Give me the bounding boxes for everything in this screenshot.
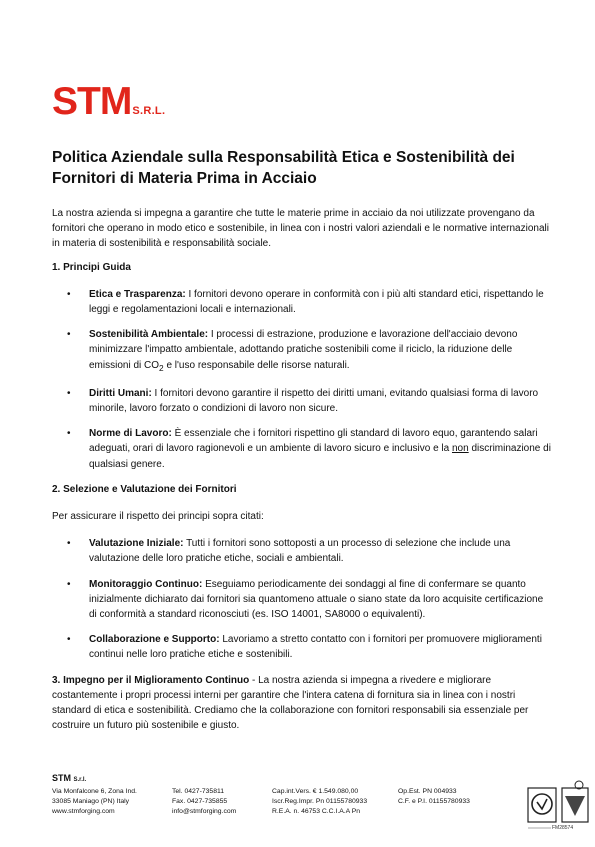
list-item-label: Collaborazione e Supporto: <box>89 634 220 646</box>
list-item <box>52 536 552 566</box>
section-heading-guiding-principles: 1. Principi Guida <box>52 261 131 273</box>
phone-number: Tel. 0427-735811 <box>172 788 225 795</box>
continuous-improvement-paragraph <box>52 673 552 734</box>
list-item-text: Tutti i fornitori sono sottoposti a un processo di selezione che include una valutazione delle loro pratiche etiche, sociali e ambientali. <box>89 538 511 565</box>
list-item-label: Valutazione Iniziale: <box>89 538 184 550</box>
tax-line: C.F. e P.I. 01155780933 <box>398 798 470 805</box>
list-item-text: I fornitori devono operare in conformità con i più alti standard etici, rispettando le leggi e regolamentazioni locali e internazionali. <box>89 288 544 316</box>
address-line: Via Monfalcone 6, Zona Ind. <box>52 788 137 795</box>
list-item-text: I processi di estrazione, produzione e lavorazione dell'acciaio devono minimizzare l'impatto ambientale, adottando pratiche sostenibili come il riciclo, la riduzione delle emissioni di CO <box>89 329 518 371</box>
fax-number: Fax. 0427-735855 <box>172 798 228 805</box>
section-text: - La nostra azienda si impegna a rivedere e migliorare costantemente i propri processi interni per garantire che l'intera catena di fornitura sia in linea con i nostri standard di etica e sostenibilità. Crediamo che la collaborazione con fornitori responsabili sia essenziale per costruire un futuro più sostenibile e giusto. <box>52 674 529 732</box>
list-item-label: Norme di Lavoro: <box>89 428 172 440</box>
logo-main-text: STM <box>52 80 132 123</box>
company-logo <box>52 82 165 121</box>
intro-paragraph: La nostra azienda si impegna a garantire che tutte le materie prime in acciaio da noi utilizzate provengano da fornitori che operano in modo etico e sostenibile, in linea con i nostri valori aziendali e le normative internazionali in materia di sostenibilità e responsabilità sociale. <box>52 208 549 250</box>
list-item-text: I fornitori devono garantire il rispetto dei diritti umani, evitando qualsiasi forma di lavoro minorile, lavoro forzato o condizioni di lavoro non sicure. <box>89 387 539 415</box>
bullet-icon: • <box>67 329 71 341</box>
list-item-text: discriminazione di qualsiasi genere. <box>89 443 551 470</box>
supplier-selection-list <box>52 536 552 662</box>
bullet-icon: • <box>67 288 71 300</box>
website-link[interactable]: www.stmforging.com <box>52 808 115 815</box>
footer-registry <box>272 787 367 817</box>
list-item-label: Etica e Trasparenza: <box>89 288 186 300</box>
section-heading-continuous-improvement: 3. Impegno per il Miglioramento Continuo <box>52 674 250 686</box>
list-item-text: È essenziale che i fornitori rispettino gli standard di lavoro equo, garantendo salari adeguati, orari di lavoro ragionevoli e un ambiente di lavoro sicuro e inclusivo e la <box>89 428 538 455</box>
company-suffix: S.r.l. <box>73 777 87 783</box>
tax-line: Op.Est. PN 004933 <box>398 788 457 795</box>
footer-tax-info <box>398 787 470 807</box>
certificate-code: FM28574 <box>552 825 574 831</box>
underlined-word: non <box>451 443 469 455</box>
bullet-icon: • <box>67 538 71 550</box>
list-item-label: Monitoraggio Continuo: <box>89 578 203 590</box>
company-name: STM <box>52 773 71 783</box>
guiding-principles-list <box>52 287 552 472</box>
registry-line: R.E.A. n. 46753 C.C.I.A.A Pn <box>272 808 361 815</box>
list-item-text: Eseguiamo periodicamente dei sondaggi al fine di confermare se quanto inizialmente dichiarato dai fornitori sia quantomeno attuale o siano state da loro acquisite certificazione di conformità a standard riconosciuti (es. ISO 14001, SA8000 o equivalenti). <box>89 578 544 621</box>
bullet-icon: • <box>67 428 71 440</box>
list-item <box>52 287 552 317</box>
address-line: 33085 Maniago (PN) Italy <box>52 798 130 805</box>
registry-line: Cap.int.Vers. € 1.549.080,00 <box>272 788 359 795</box>
list-item-text: e l'uso responsabile delle risorse naturali. <box>163 359 350 371</box>
footer-address <box>52 787 137 817</box>
list-item <box>52 632 552 662</box>
document-footer <box>52 773 552 815</box>
footer-contacts <box>172 787 236 817</box>
email-link[interactable]: info@stmforging.com <box>172 808 237 815</box>
document-body <box>52 206 552 733</box>
list-item-label: Diritti Umani: <box>89 387 152 399</box>
list-item <box>52 327 552 376</box>
list-item-text: Lavoriamo a stretto contatto con i fornitori per promuovere miglioramenti continui nelle loro pratiche etiche e sostenibili. <box>89 634 542 661</box>
section-lead: Per assicurare il rispetto dei principi sopra citati: <box>52 511 264 523</box>
co2-subscript: 2 <box>159 362 164 373</box>
registry-line: Iscr.Reg.Impr. Pn 01155780933 <box>272 798 368 805</box>
list-item <box>52 426 552 472</box>
bullet-icon: • <box>67 578 71 590</box>
logo-suffix-text: S.R.L. <box>132 105 166 117</box>
list-item <box>52 577 552 623</box>
bullet-icon: • <box>67 634 71 646</box>
footer-company-name <box>52 773 552 785</box>
list-item-label: Sostenibilità Ambientale: <box>89 329 209 341</box>
list-item <box>52 386 552 416</box>
bullet-icon: • <box>67 387 71 399</box>
document-title: Politica Aziendale sulla Responsabilità Etica e Sostenibilità dei Fornitori di Materia Prima in Acciaio <box>52 149 515 187</box>
section-heading-supplier-selection: 2. Selezione e Valutazione dei Fornitori <box>52 483 237 495</box>
